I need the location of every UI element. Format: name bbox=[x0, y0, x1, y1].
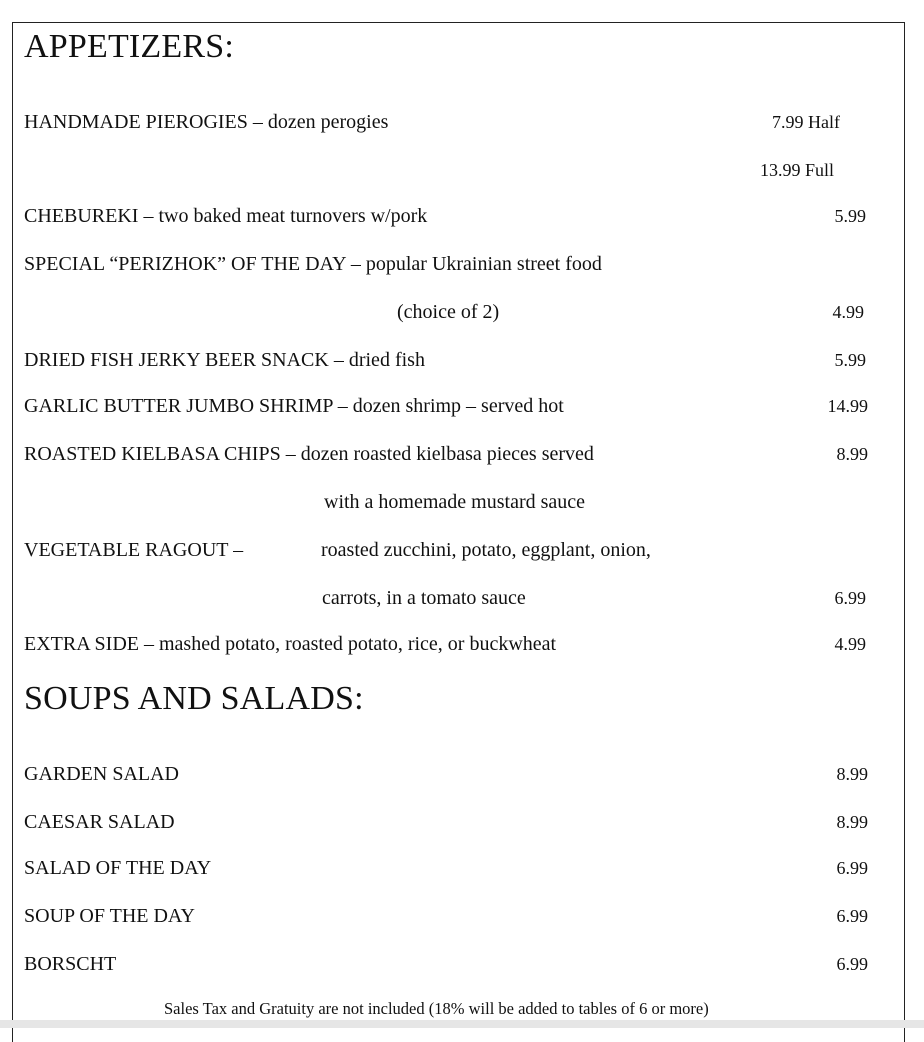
soups-salads-heading: SOUPS AND SALADS: bbox=[24, 680, 364, 717]
menu-item-soup-of-day: SOUP OF THE DAY bbox=[24, 905, 195, 927]
menu-item-ragout-desc: roasted zucchini, potato, eggplant, onion, bbox=[321, 539, 651, 561]
price-dried-fish: 5.99 bbox=[834, 350, 866, 370]
price-chebureki: 5.99 bbox=[834, 206, 866, 226]
price-shrimp: 14.99 bbox=[827, 396, 868, 416]
menu-item-chebureki: CHEBUREKI – two baked meat turnovers w/pork bbox=[24, 205, 428, 227]
price-caesar-salad: 8.99 bbox=[836, 812, 868, 832]
price-perizhok: 4.99 bbox=[832, 302, 864, 322]
price-extra-side: 4.99 bbox=[834, 634, 866, 654]
menu-item-ragout-name: VEGETABLE RAGOUT – bbox=[24, 539, 244, 561]
price-soup-of-day: 6.99 bbox=[836, 906, 868, 926]
menu-item-perizhok: SPECIAL “PERIZHOK” OF THE DAY – popular Ukrainian street food bbox=[24, 253, 602, 275]
menu-item-kielbasa: ROASTED KIELBASA CHIPS – dozen roasted kielbasa pieces served bbox=[24, 443, 594, 465]
menu-item-kielbasa-note: with a homemade mustard sauce bbox=[324, 491, 586, 513]
menu-item-ragout-desc2: carrots, in a tomato sauce bbox=[322, 587, 526, 609]
price-salad-of-day: 6.99 bbox=[836, 858, 868, 878]
price-pierogies-half: 7.99 Half bbox=[772, 112, 840, 132]
tax-gratuity-note: Sales Tax and Gratuity are not included (18% will be added to tables of 6 or more) bbox=[164, 999, 709, 1018]
menu-item-garden-salad: GARDEN SALAD bbox=[24, 763, 179, 785]
menu-item-caesar-salad: CAESAR SALAD bbox=[24, 811, 175, 833]
price-ragout: 6.99 bbox=[834, 588, 866, 608]
menu-item-shrimp: GARLIC BUTTER JUMBO SHRIMP – dozen shrimp – served hot bbox=[24, 395, 564, 417]
page-bottom-edge bbox=[0, 1020, 924, 1028]
menu-item-pierogies: HANDMADE PIEROGIES – dozen perogies bbox=[24, 111, 389, 133]
menu-item-borscht: BORSCHT bbox=[24, 953, 117, 975]
menu-item-extra-side: EXTRA SIDE – mashed potato, roasted potato, rice, or buckwheat bbox=[24, 633, 557, 655]
menu-item-perizhok-note: (choice of 2) bbox=[397, 301, 500, 323]
price-garden-salad: 8.99 bbox=[836, 764, 868, 784]
price-pierogies-full: 13.99 Full bbox=[760, 160, 835, 180]
menu-item-dried-fish: DRIED FISH JERKY BEER SNACK – dried fish bbox=[24, 349, 425, 371]
appetizers-heading: APPETIZERS: bbox=[24, 28, 235, 65]
price-borscht: 6.99 bbox=[836, 954, 868, 974]
menu-item-salad-of-day: SALAD OF THE DAY bbox=[24, 857, 212, 879]
price-kielbasa: 8.99 bbox=[836, 444, 868, 464]
